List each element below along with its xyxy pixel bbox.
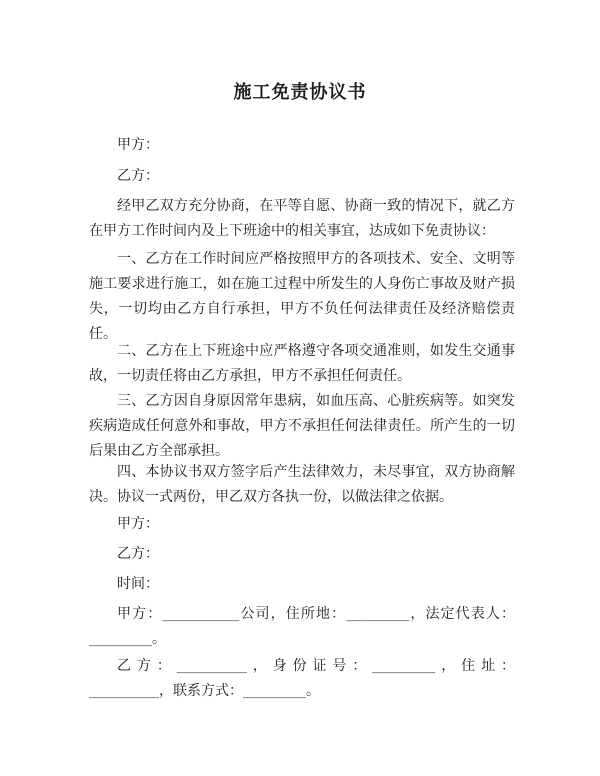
signature-party-a: 甲方： bbox=[117, 516, 159, 532]
party-b-label: 乙方： bbox=[117, 168, 159, 184]
clause-3: 三、乙方因自身原因常年患病，如血压高、心脏疾病等。如突发疾病造成任何意外和事故，甲方不承担任何法律责任。所产生的一切后果由乙方全部承担。 bbox=[89, 393, 515, 459]
document-title: 施工免责协议书 bbox=[233, 82, 367, 103]
clause-1: 一、乙方在工作时间应严格按照甲方的各项技术、安全、文明等施工要求进行施工，如在施工过程中所发生的人身伤亡事故及财产损失，一切均由乙方自行承担，甲方不负任何法律责任及经济赔偿责任。 bbox=[89, 251, 515, 342]
party-a-detail: 甲方：___________公司，住所地：_________，法定代表人：_________。 bbox=[89, 606, 515, 647]
clause-4: 四、本协议书双方签字后产生法律效力，未尽事宜，双方协商解决。协议一式两份，甲乙双方各执一份，以做法律之依据。 bbox=[89, 464, 515, 505]
signature-party-b: 乙方： bbox=[117, 546, 159, 562]
clause-2: 二、乙方在上下班途中应严格遵守各项交通准则，如发生交通事故，一切责任将由乙方承担，甲方不承担任何责任。 bbox=[89, 343, 515, 384]
signature-time: 时间： bbox=[117, 576, 159, 592]
party-a-label: 甲方： bbox=[117, 137, 159, 153]
intro-paragraph: 经甲乙双方充分协商，在平等自愿、协商一致的情况下，就乙方在甲方工作时间内及上下班途中的相关事宜，达成如下免责协议： bbox=[89, 198, 515, 239]
party-b-detail: 乙方：__________，身份证号：_________，住址：__________，联系方式：_________。 bbox=[89, 658, 515, 699]
